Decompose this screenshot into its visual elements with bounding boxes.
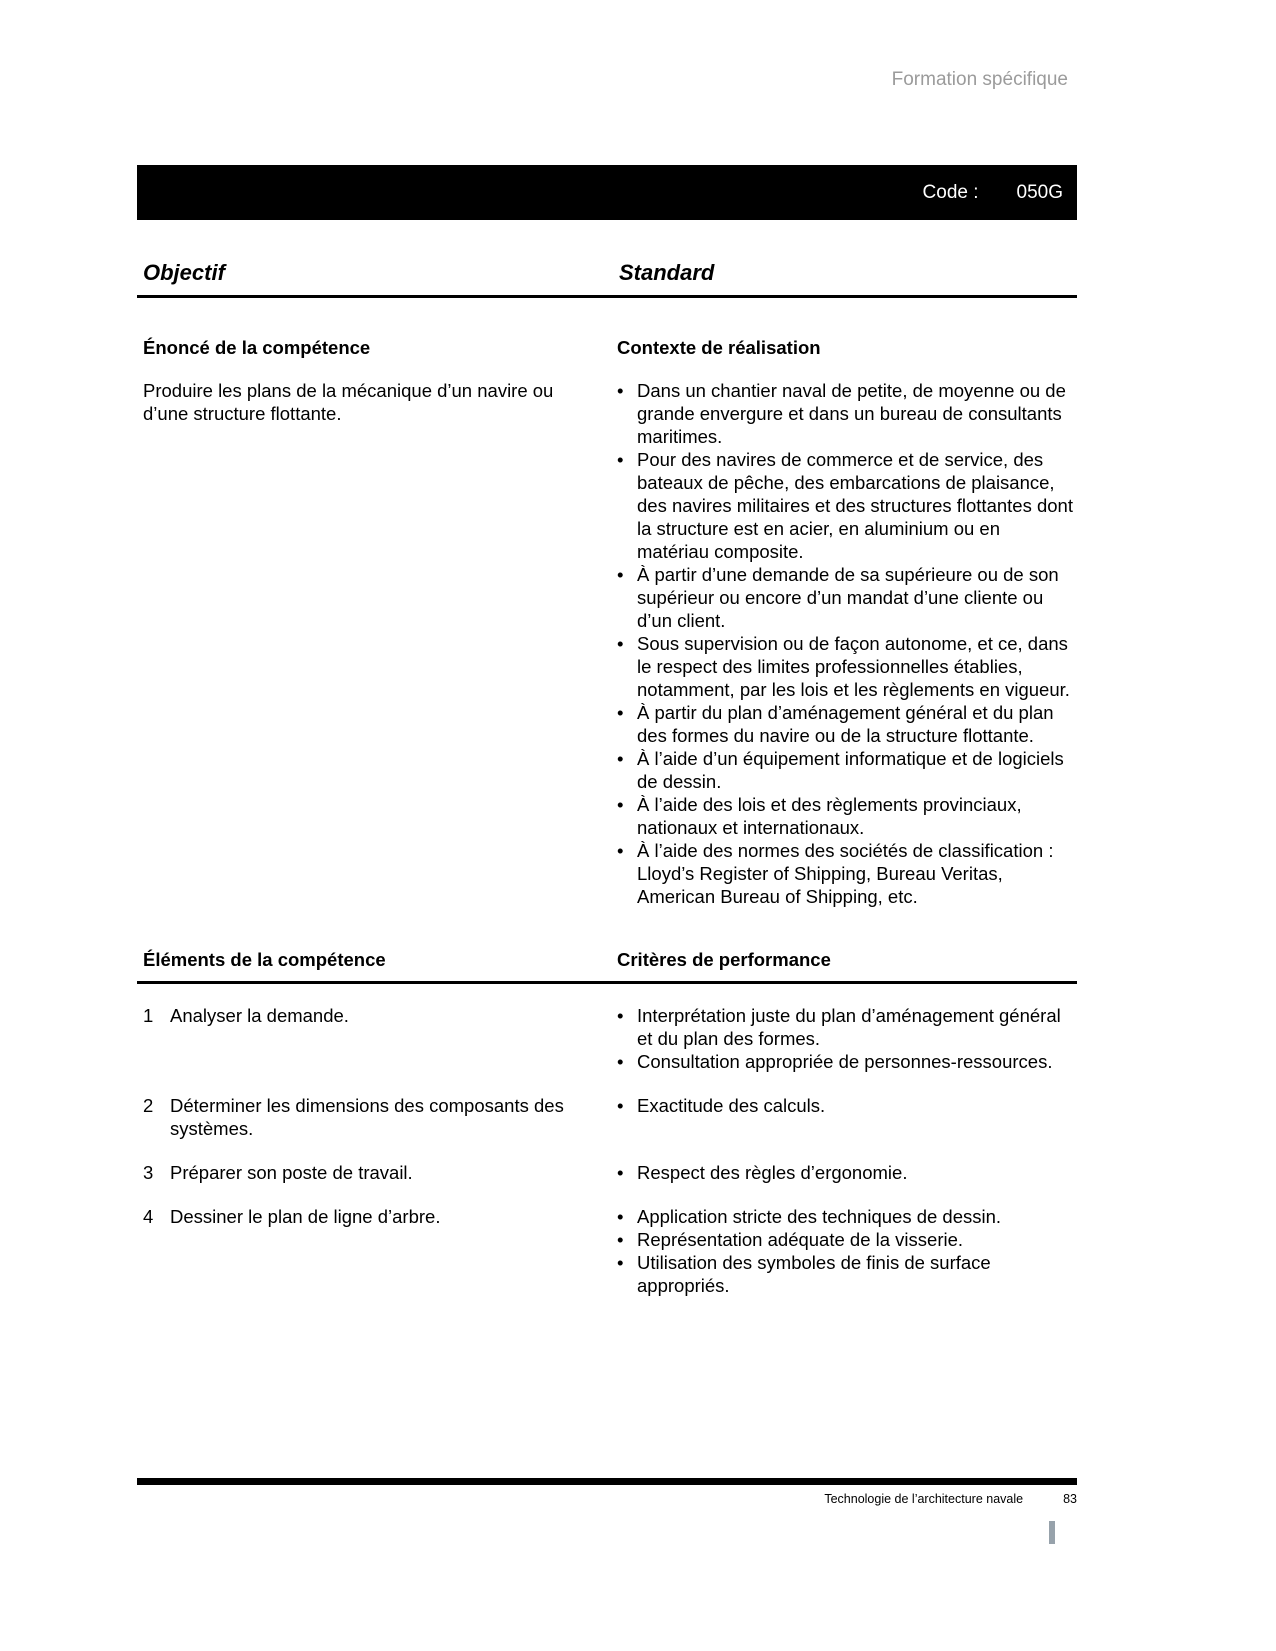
bullet-item xyxy=(617,1251,1077,1297)
bullet-marker: • xyxy=(617,748,624,769)
corner-mark xyxy=(1049,1521,1055,1544)
bullet-item xyxy=(617,747,1077,793)
criterion-text: Représentation adéquate de la visserie. xyxy=(637,1229,964,1250)
element-row xyxy=(137,1094,1077,1140)
bullet-marker: • xyxy=(617,1252,624,1273)
criterion-text: Interprétation juste du plan d’aménagement général et du plan des formes. xyxy=(637,1005,1061,1049)
bullet-text: Sous supervision ou de façon autonome, et ce, dans le respect des limites professionnelles établies, notamment, par les lois et les règlements en vigueur. xyxy=(637,633,1070,700)
criteria-list xyxy=(617,1094,1077,1117)
element-row xyxy=(137,1161,1077,1184)
header-label: Formation spécifique xyxy=(891,69,1068,90)
column-header-objectif: Objectif xyxy=(143,260,225,285)
bullet-text: À l’aide d’un équipement informatique et de logiciels de dessin. xyxy=(637,748,1064,792)
bullet-marker: • xyxy=(617,1051,624,1072)
enonce-heading: Énoncé de la compétence xyxy=(143,337,371,358)
bullet-text: À partir du plan d’aménagement général et du plan des formes du navire ou de la structure flottante. xyxy=(637,702,1054,746)
code-bar xyxy=(137,165,1077,220)
bullet-marker: • xyxy=(617,794,624,815)
element-number: 3 xyxy=(143,1162,154,1183)
criterion-text: Respect des règles d’ergonomie. xyxy=(637,1162,908,1183)
elements-heading: Éléments de la compétence xyxy=(143,949,386,970)
bullet-marker: • xyxy=(617,1005,624,1026)
bullet-text: Dans un chantier naval de petite, de moyenne ou de grande envergure et dans un bureau de consultants maritimes. xyxy=(637,380,1066,447)
header-rule xyxy=(137,295,1077,298)
criteria-column xyxy=(613,1205,1077,1297)
element-number: 1 xyxy=(143,1005,154,1026)
bullet-item xyxy=(617,1004,1077,1050)
criteria-list xyxy=(617,1205,1077,1297)
bullet-item xyxy=(617,1161,1077,1184)
criteria-column xyxy=(613,1094,1077,1140)
element-text: Analyser la demande. xyxy=(170,1005,349,1026)
element-item xyxy=(137,1004,613,1073)
bullet-marker: • xyxy=(617,1206,624,1227)
elements-section-headers xyxy=(137,948,1077,981)
bullet-marker: • xyxy=(617,564,624,585)
element-row xyxy=(137,1205,1077,1297)
bullet-item xyxy=(617,448,1077,563)
criteria-list xyxy=(617,1161,1077,1184)
criterion-text: Exactitude des calculs. xyxy=(637,1095,826,1116)
bullet-item xyxy=(617,563,1077,632)
footer xyxy=(137,1492,1077,1507)
element-item xyxy=(137,1205,613,1297)
bullet-item xyxy=(617,379,1077,448)
bullet-text: Pour des navires de commerce et de service, des bateaux de pêche, des embarcations de plaisance, des navires militaires et des structures flottantes dont la structure est en acier, en aluminium ou en matériau composite. xyxy=(637,449,1073,562)
footer-text: Technologie de l’architecture navale xyxy=(824,1492,1024,1506)
criterion-text: Application stricte des techniques de dessin. xyxy=(637,1206,1002,1227)
bullet-text: À l’aide des lois et des règlements provinciaux, nationaux et internationaux. xyxy=(637,794,1022,838)
contexte-bullet-list xyxy=(617,379,1077,908)
criteres-heading: Critères de performance xyxy=(617,949,831,970)
element-text: Déterminer les dimensions des composants des systèmes. xyxy=(170,1095,564,1139)
bullet-marker: • xyxy=(617,1229,624,1250)
bullet-item xyxy=(617,701,1077,747)
code-label: Code : xyxy=(922,182,979,203)
criteria-list xyxy=(617,1004,1077,1073)
bullet-marker: • xyxy=(617,840,624,861)
element-item xyxy=(137,1094,613,1140)
criteria-column xyxy=(613,1161,1077,1184)
bullet-item xyxy=(617,793,1077,839)
element-number: 2 xyxy=(143,1095,154,1116)
contexte-column xyxy=(613,336,1077,908)
enonce-column xyxy=(137,336,613,908)
elements-rule xyxy=(137,981,1077,984)
bullet-marker: • xyxy=(617,633,624,654)
bullet-item xyxy=(617,1050,1077,1073)
column-headers xyxy=(137,260,1077,295)
contexte-heading: Contexte de réalisation xyxy=(617,337,821,358)
enonce-body: Produire les plans de la mécanique d’un navire ou d’une structure flottante. xyxy=(143,380,554,424)
elements-rows xyxy=(137,1004,1077,1297)
bullet-item xyxy=(617,1228,1077,1251)
code-value: 050G xyxy=(1016,182,1063,203)
page-content xyxy=(137,260,1077,1318)
bullet-item xyxy=(617,632,1077,701)
page-number: 83 xyxy=(1063,1492,1077,1506)
element-text: Dessiner le plan de ligne d’arbre. xyxy=(170,1206,441,1227)
criterion-text: Consultation appropriée de personnes-ressources. xyxy=(637,1051,1053,1072)
bullet-item xyxy=(617,1094,1077,1117)
bullet-item xyxy=(617,839,1077,908)
bullet-marker: • xyxy=(617,1095,624,1116)
element-row xyxy=(137,1004,1077,1073)
bullet-marker: • xyxy=(617,449,624,470)
competence-section xyxy=(137,336,1077,908)
bullet-marker: • xyxy=(617,380,624,401)
element-number: 4 xyxy=(143,1206,154,1227)
element-text: Préparer son poste de travail. xyxy=(170,1162,413,1183)
bullet-text: À partir d’une demande de sa supérieure ou de son supérieur ou encore d’un mandat d’une cliente ou d’un client. xyxy=(637,564,1059,631)
criteria-column xyxy=(613,1004,1077,1073)
bullet-marker: • xyxy=(617,702,624,723)
criterion-text: Utilisation des symboles de finis de surface appropriés. xyxy=(637,1252,991,1296)
bullet-item xyxy=(617,1205,1077,1228)
bullet-marker: • xyxy=(617,1162,624,1183)
bullet-text: À l’aide des normes des sociétés de classification : Lloyd’s Register of Shipping, Bureau Veritas, American Bureau of Shipping, etc. xyxy=(637,840,1054,907)
column-header-standard: Standard xyxy=(619,260,715,285)
element-item xyxy=(137,1161,613,1184)
bottom-rule xyxy=(137,1478,1077,1485)
